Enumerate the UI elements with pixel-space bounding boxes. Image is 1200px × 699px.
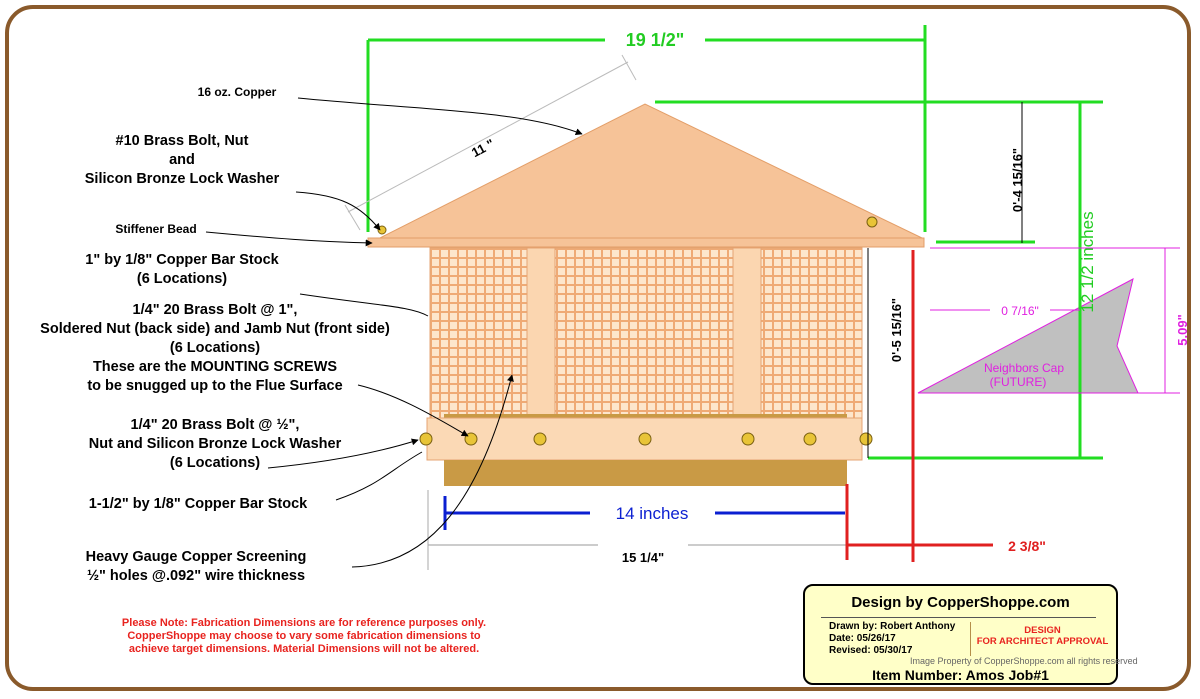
bolt-icon — [742, 433, 754, 445]
bolt-icon — [420, 433, 432, 445]
dim-overall-height: 12 1/2 inches — [1078, 211, 1097, 313]
item-number: Item Number: Amos Job#1 — [872, 667, 1049, 683]
status-line: DESIGN — [1024, 625, 1061, 636]
callout-screening-line: Heavy Gauge Copper Screening — [85, 549, 307, 565]
callout-copper: 16 oz. Copper — [197, 85, 277, 99]
bolt-icon — [534, 433, 546, 445]
note-line: achieve target dimensions. Material Dimensions will not be altered. — [128, 643, 480, 655]
base-band — [444, 460, 847, 486]
callout-mounting-line: Soldered Nut (back side) and Jamb Nut (front side) — [40, 321, 390, 337]
dim-body-height: 0'-5 15/16" — [889, 297, 904, 363]
design-status — [973, 625, 1112, 647]
callout-bar-stock-1in — [85, 252, 279, 287]
callout-mounting — [40, 302, 390, 394]
status-line: FOR ARCHITECT APPROVAL — [976, 636, 1109, 647]
divider — [970, 622, 971, 656]
bolt-icon — [378, 226, 386, 234]
copyright-notice: Image Property of CopperShoppe.com all rights reserved — [910, 656, 1138, 666]
callout-half-bolt-line: 1/4" 20 Brass Bolt @ ½", — [130, 417, 300, 433]
callout-stiffener: Stiffener Bead — [115, 222, 197, 236]
dim-inner-width: 14 inches — [615, 504, 689, 523]
revised-date: Revised: 05/30/17 — [829, 645, 913, 656]
callout-mounting-line: These are the MOUNTING SCREWS — [92, 359, 338, 375]
callout-half-bolt — [89, 417, 342, 471]
neighbor-label-2: (FUTURE) — [989, 375, 1047, 389]
bolt-icon — [639, 433, 651, 445]
callout-mounting-line: 1/4" 20 Brass Bolt @ 1", — [132, 302, 298, 318]
bar-stock-post — [527, 248, 555, 418]
note-line: CopperShoppe may choose to vary some fabrication dimensions to — [127, 630, 481, 642]
bolt-icon — [867, 217, 877, 227]
bolt-icon — [804, 433, 816, 445]
callout-brass-bolt-line: #10 Brass Bolt, Nut — [115, 133, 249, 149]
neighbor-label-1: Neighbors Cap — [983, 361, 1065, 375]
callout-half-bolt-line: Nut and Silicon Bronze Lock Washer — [88, 436, 342, 452]
callout-brass-bolt — [85, 133, 280, 187]
roof — [380, 104, 922, 238]
copper-screening — [430, 248, 862, 418]
company-name: Design by CopperShoppe.com — [851, 594, 1070, 611]
dim-side-offset: 2 3/8" — [1008, 538, 1046, 554]
dim-neighbor-height: 5.09" — [1175, 314, 1190, 346]
callout-screening — [86, 549, 307, 584]
dim-base-width: 15 1/4" — [621, 550, 665, 565]
fabrication-note — [122, 617, 486, 655]
stiffener-bead — [368, 238, 924, 247]
bar-stock-post — [733, 248, 761, 418]
drawn-by: Drawn by: Robert Anthony — [829, 621, 956, 632]
divider — [821, 617, 1096, 618]
callout-brass-bolt-line: Silicon Bronze Lock Washer — [84, 171, 280, 187]
note-line: Please Note: Fabrication Dimensions are for reference purposes only. — [121, 617, 487, 629]
date: Date: 05/26/17 — [829, 633, 896, 644]
drawing-info — [829, 621, 955, 657]
callout-brass-bolt-line: and — [169, 152, 195, 168]
dim-overall-width: 19 1/2" — [625, 30, 685, 50]
dim-neighbor-offset: 0 7/16" — [1001, 304, 1039, 318]
callout-mounting-line: (6 Locations) — [169, 340, 261, 356]
dim-roof-height: 0'-4 15/16" — [1010, 147, 1025, 213]
bolt-icon — [860, 433, 872, 445]
dim-slope-length: 11 " — [468, 135, 497, 161]
title-block — [803, 584, 1138, 685]
callout-bar-stock-line: 1" by 1/8" Copper Bar Stock — [85, 252, 279, 268]
chimney-cap — [368, 104, 924, 486]
red-dimensions — [847, 250, 993, 562]
callout-bar-stock-line: (6 Locations) — [136, 271, 228, 287]
callout-screening-line: ½" holes @.092" wire thickness — [86, 568, 306, 584]
callout-bar-stock-1half: 1-1/2" by 1/8" Copper Bar Stock — [88, 496, 308, 512]
callout-mounting-line: to be snugged up to the Flue Surface — [87, 378, 343, 394]
callout-half-bolt-line: (6 Locations) — [169, 455, 261, 471]
